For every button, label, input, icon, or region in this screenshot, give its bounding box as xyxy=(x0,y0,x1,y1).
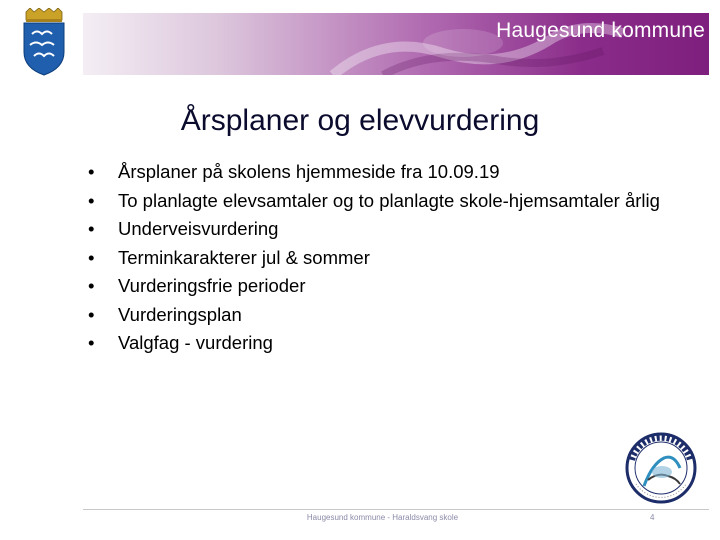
bullet-item xyxy=(88,215,688,244)
bullet-text: Valgfag - vurdering xyxy=(118,332,273,353)
bullet-list xyxy=(88,158,688,358)
footer-text: Haugesund kommune - Haraldsvang skole xyxy=(306,513,459,522)
bullet-item xyxy=(88,187,688,216)
school-seal-logo xyxy=(618,428,704,506)
bullet-text: Vurderingsplan xyxy=(118,303,242,325)
bullet-item xyxy=(88,301,688,330)
bullet-marker: • xyxy=(88,161,95,182)
page-number: 4 xyxy=(650,513,655,522)
bullet-marker: • xyxy=(88,303,95,325)
banner-brand-text: Haugesund kommune xyxy=(496,19,705,42)
bullet-marker: • xyxy=(88,275,95,296)
bullet-item xyxy=(88,244,688,273)
bullet-marker: • xyxy=(88,189,95,211)
bullet-text: Vurderingsfrie perioder xyxy=(118,275,306,296)
bullet-marker: • xyxy=(88,218,95,239)
bullet-text: Årsplaner på skolens hjemmeside fra 10.09.19 xyxy=(118,161,500,182)
footer-divider xyxy=(83,509,709,510)
bullet-marker: • xyxy=(88,332,95,353)
bullet-marker: • xyxy=(88,246,95,268)
municipality-crest-logo xyxy=(20,8,68,76)
bullet-text: Terminkarakterer jul & sommer xyxy=(118,246,370,268)
bullet-item xyxy=(88,158,688,187)
slide-title: Årsplaner og elevvurdering xyxy=(180,104,540,137)
bullet-item xyxy=(88,329,688,358)
bullet-text: To planlagte elevsamtaler og to planlagte skole-hjemsamtaler årlig xyxy=(118,189,660,211)
bullet-text: Underveisvurdering xyxy=(118,218,279,239)
header-banner xyxy=(83,13,709,75)
bullet-item xyxy=(88,272,688,301)
